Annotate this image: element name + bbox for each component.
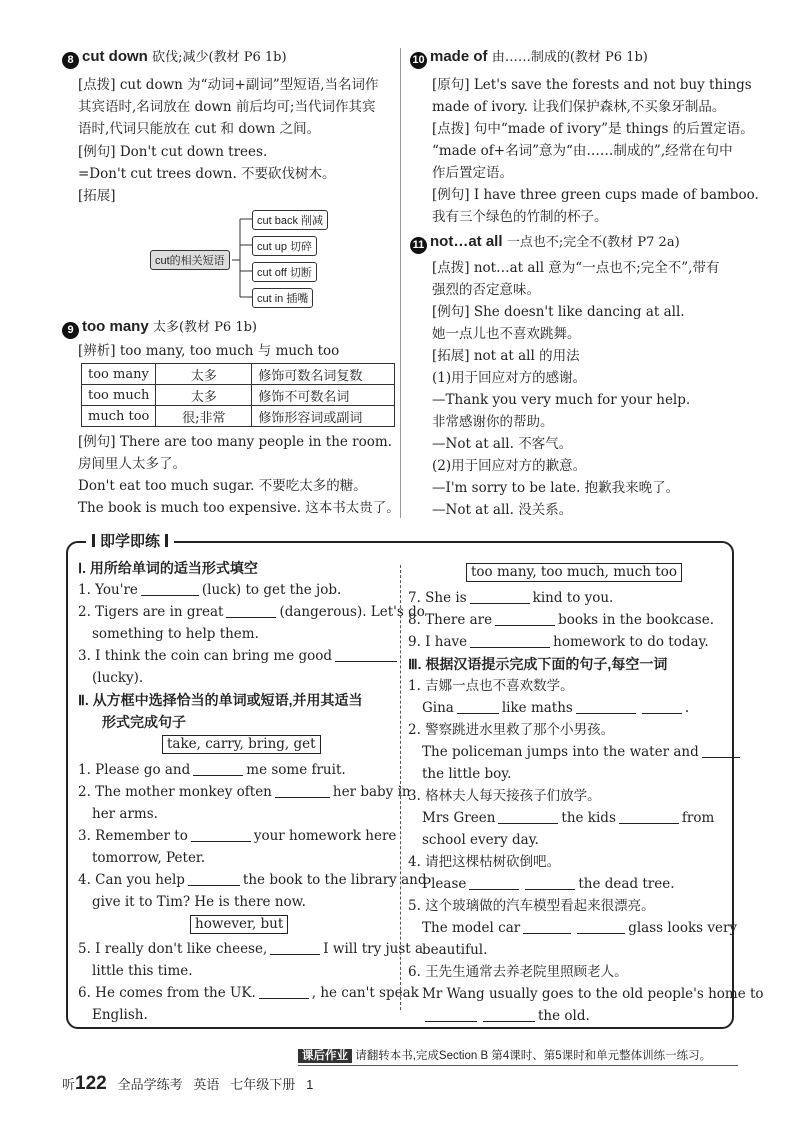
answer-blank[interactable] <box>188 872 240 886</box>
question: 2. Tigers are in great (dangerous). Let's do <box>78 604 425 620</box>
answer-blank[interactable] <box>470 634 550 648</box>
question: 2. The mother monkey often her baby in <box>78 784 411 800</box>
chinese-prompt: 6. 王先生通常去养老院里照顾老人。 <box>408 964 628 980</box>
answer-blank[interactable] <box>483 1008 535 1022</box>
question: 1. Please go and me some fruit. <box>78 762 346 778</box>
text-line: [例句] She doesn't like dancing at all. <box>432 304 685 320</box>
answer-blank[interactable] <box>577 920 625 934</box>
section-heading-cont: 形式完成句子 <box>102 714 186 730</box>
page-number: 122 <box>75 1073 107 1094</box>
answer-blank[interactable] <box>259 985 309 999</box>
chinese-prompt: 1. 吉娜一点也不喜欢数学。 <box>408 678 574 694</box>
answer-blank[interactable] <box>470 590 530 604</box>
answer-blank[interactable] <box>525 876 575 890</box>
answer-blank[interactable] <box>335 648 397 662</box>
question: The policeman jumps into the water and <box>422 743 743 761</box>
question-cont: English. <box>92 1007 148 1023</box>
text-line: —I'm sorry to be late. 抱歉我来晚了。 <box>432 480 680 496</box>
homework-banner <box>298 1047 711 1063</box>
homework-tag: 课后作业 <box>298 1049 352 1063</box>
text-line: [拓展] not at all 的用法 <box>432 348 580 364</box>
question-cont: give it to Tim? He is there now. <box>92 894 306 910</box>
headword: cut down <box>82 48 148 65</box>
answer-blank[interactable] <box>576 700 636 714</box>
question-cont: her arms. <box>92 806 158 822</box>
question: Mrs Green the kids from <box>422 810 715 826</box>
answer-blank[interactable] <box>226 604 276 618</box>
subject: 英语 <box>193 1077 220 1092</box>
answer-blank[interactable] <box>193 762 243 776</box>
question: 7. She is kind to you. <box>408 590 614 606</box>
mind-map-item: cut up 切碎 <box>252 236 317 256</box>
word-box: take, carry, bring, get <box>162 735 321 754</box>
answer-blank[interactable] <box>523 920 571 934</box>
question: 6. He comes from the UK. , he can't speak <box>78 985 419 1001</box>
text-line: made of ivory. 让我们保护森林,不买象牙制品。 <box>432 99 726 115</box>
mind-map-item: cut in 插嘴 <box>252 288 313 308</box>
table-row: too many 太多 修饰可数名词复数 <box>82 364 395 385</box>
text-line: 作后置定语。 <box>432 165 513 181</box>
tip-line: 其宾语时,名词放在 down 前后均可;当代词作其宾 <box>78 99 376 115</box>
item-number: 8 <box>62 52 79 69</box>
footer-rule <box>298 1065 738 1066</box>
text-line: “made of+名词”意为“由……制成的”,经常在句中 <box>432 143 733 159</box>
answer-blank[interactable] <box>469 876 519 890</box>
example-line: [例句] There are too many people in the room. <box>78 434 392 450</box>
text-line: [点拨] not…at all 意为“一点也不;完全不”,带有 <box>432 260 720 276</box>
headword: not…at all <box>430 233 503 250</box>
text-line: —Thank you very much for your help. <box>432 392 691 408</box>
question-cont: little this time. <box>92 963 193 979</box>
question: Mr Wang usually goes to the old people's home to <box>422 986 764 1002</box>
question-cont: something to help them. <box>92 626 259 642</box>
question: Please the dead tree. <box>422 876 675 892</box>
gloss: 砍伐;减少(教材 P6 1b) <box>152 50 287 65</box>
text-line: 强烈的否定意味。 <box>432 282 540 298</box>
example-line: =Don't cut trees down. 不要砍伐树木。 <box>78 166 336 182</box>
exercise-title: 即学即练 <box>86 532 174 552</box>
text-line: (2)用于回应对方的歉意。 <box>432 458 587 474</box>
question-cont: the little boy. <box>422 766 512 782</box>
chinese-prompt: 2. 警察跳进水里救了那个小男孩。 <box>408 722 615 738</box>
example-line: Don't eat too much sugar. 不要吃太多的糖。 <box>78 478 367 494</box>
item-number: 11 <box>410 237 427 254</box>
question-cont: school every day. <box>422 832 539 848</box>
answer-blank[interactable] <box>141 582 199 596</box>
text-line: (1)用于回应对方的感谢。 <box>432 370 587 386</box>
answer-blank[interactable] <box>425 1008 477 1022</box>
item-11-heading <box>410 233 680 254</box>
item-8-heading <box>62 48 287 69</box>
text-line: [例句] I have three green cups made of bamboo. <box>432 187 759 203</box>
chinese-prompt: 4. 请把这棵枯树砍倒吧。 <box>408 854 561 870</box>
question-cont: tomorrow, Peter. <box>92 850 206 866</box>
question: 8. There are books in the bookcase. <box>408 612 714 628</box>
question: 9. I have homework to do today. <box>408 634 709 650</box>
homework-note: 请翻转本书,完成Section B 第4课时、第5课时和单元整体训练一练习。 <box>355 1050 712 1062</box>
mind-map-item: cut off 切断 <box>252 262 317 282</box>
column-divider <box>400 48 401 518</box>
question: the old. <box>422 1007 590 1025</box>
item-number: 9 <box>62 322 79 339</box>
gloss: 太多(教材 P6 1b) <box>152 320 258 335</box>
section-heading: Ⅱ. 从方框中选择恰当的单词或短语,并用其适当 <box>78 692 363 708</box>
item-number: 10 <box>410 52 427 69</box>
text-line: 我有三个绿色的竹制的杯子。 <box>432 209 608 225</box>
answer-blank[interactable] <box>495 612 555 626</box>
comparison-table <box>81 363 395 427</box>
answer-blank[interactable] <box>619 810 679 824</box>
headword: too many <box>82 318 149 335</box>
section-heading: Ⅲ. 根据汉语提示完成下面的句子,每空一词 <box>408 656 668 672</box>
item-9-heading <box>62 318 257 339</box>
grade: 七年级下册 <box>230 1077 296 1092</box>
text-line: 她一点儿也不喜欢跳舞。 <box>432 326 581 342</box>
table-row: much too 很;非常 修饰形容词或副词 <box>82 406 395 427</box>
answer-blank[interactable] <box>457 700 499 714</box>
example-line: The book is much too expensive. 这本书太贵了。 <box>78 500 400 516</box>
question: 4. Can you help the book to the library and <box>78 872 427 888</box>
text-line: 非常感谢你的帮助。 <box>432 414 554 430</box>
footer-extra: 1 <box>306 1077 314 1092</box>
question: 3. I think the coin can bring me good <box>78 647 400 665</box>
answer-blank[interactable] <box>498 810 558 824</box>
mind-map-center: cut的相关短语 <box>150 250 230 270</box>
word-box: however, but <box>190 915 288 934</box>
extension-label: [拓展] <box>78 188 116 204</box>
analysis-line: [辨析] too many, too much 与 much too <box>78 343 340 359</box>
chinese-prompt: 5. 这个玻璃做的汽车模型看起来很漂亮。 <box>408 898 655 914</box>
headword: made of <box>430 48 488 65</box>
tip-line: 语时,代词只能放在 cut 和 down 之间。 <box>78 121 321 137</box>
answer-blank[interactable] <box>702 744 740 758</box>
answer-blank[interactable] <box>270 941 320 955</box>
book-title: 全品学练考 <box>117 1077 183 1092</box>
section-heading: Ⅰ. 用所给单词的适当形式填空 <box>78 560 258 576</box>
question: 5. I really don't like cheese, I will try just a <box>78 941 424 957</box>
word-box: too many, too much, much too <box>466 563 682 582</box>
tip-line: [点拨] cut down 为“动词+副词”型短语,当名词作 <box>78 77 379 93</box>
question: 3. Remember to your homework here <box>78 828 397 844</box>
answer-blank[interactable] <box>642 700 682 714</box>
text-line: —Not at all. 没关系。 <box>432 502 573 518</box>
text-line: [点拨] 句中“made of ivory”是 things 的后置定语。 <box>432 121 754 137</box>
item-10-heading <box>410 48 648 69</box>
question: Gina like maths . <box>422 700 690 716</box>
chinese-prompt: 3. 格林夫人每天接孩子们放学。 <box>408 788 601 804</box>
example-line: [例句] Don't cut down trees. <box>78 144 268 160</box>
table-row: too much 太多 修饰不可数名词 <box>82 385 395 406</box>
gloss: 由……制成的(教材 P6 1b) <box>491 50 648 65</box>
example-line: 房间里人太多了。 <box>78 456 186 472</box>
answer-blank[interactable] <box>275 784 330 798</box>
answer-blank[interactable] <box>191 828 251 842</box>
gloss: 一点也不;完全不(教材 P7 2a) <box>506 235 680 250</box>
question: The model car glass looks very <box>422 920 738 936</box>
question-cont: beautiful. <box>422 942 488 958</box>
footer-prefix: 听 <box>62 1077 76 1092</box>
page-footer <box>62 1072 313 1097</box>
mind-map-item: cut back 削减 <box>252 210 328 230</box>
question: 1. You're (luck) to get the job. <box>78 582 342 598</box>
text-line: —Not at all. 不客气。 <box>432 436 573 452</box>
text-line: [原句] Let's save the forests and not buy things <box>432 77 752 93</box>
question-cont: (lucky). <box>92 670 144 686</box>
